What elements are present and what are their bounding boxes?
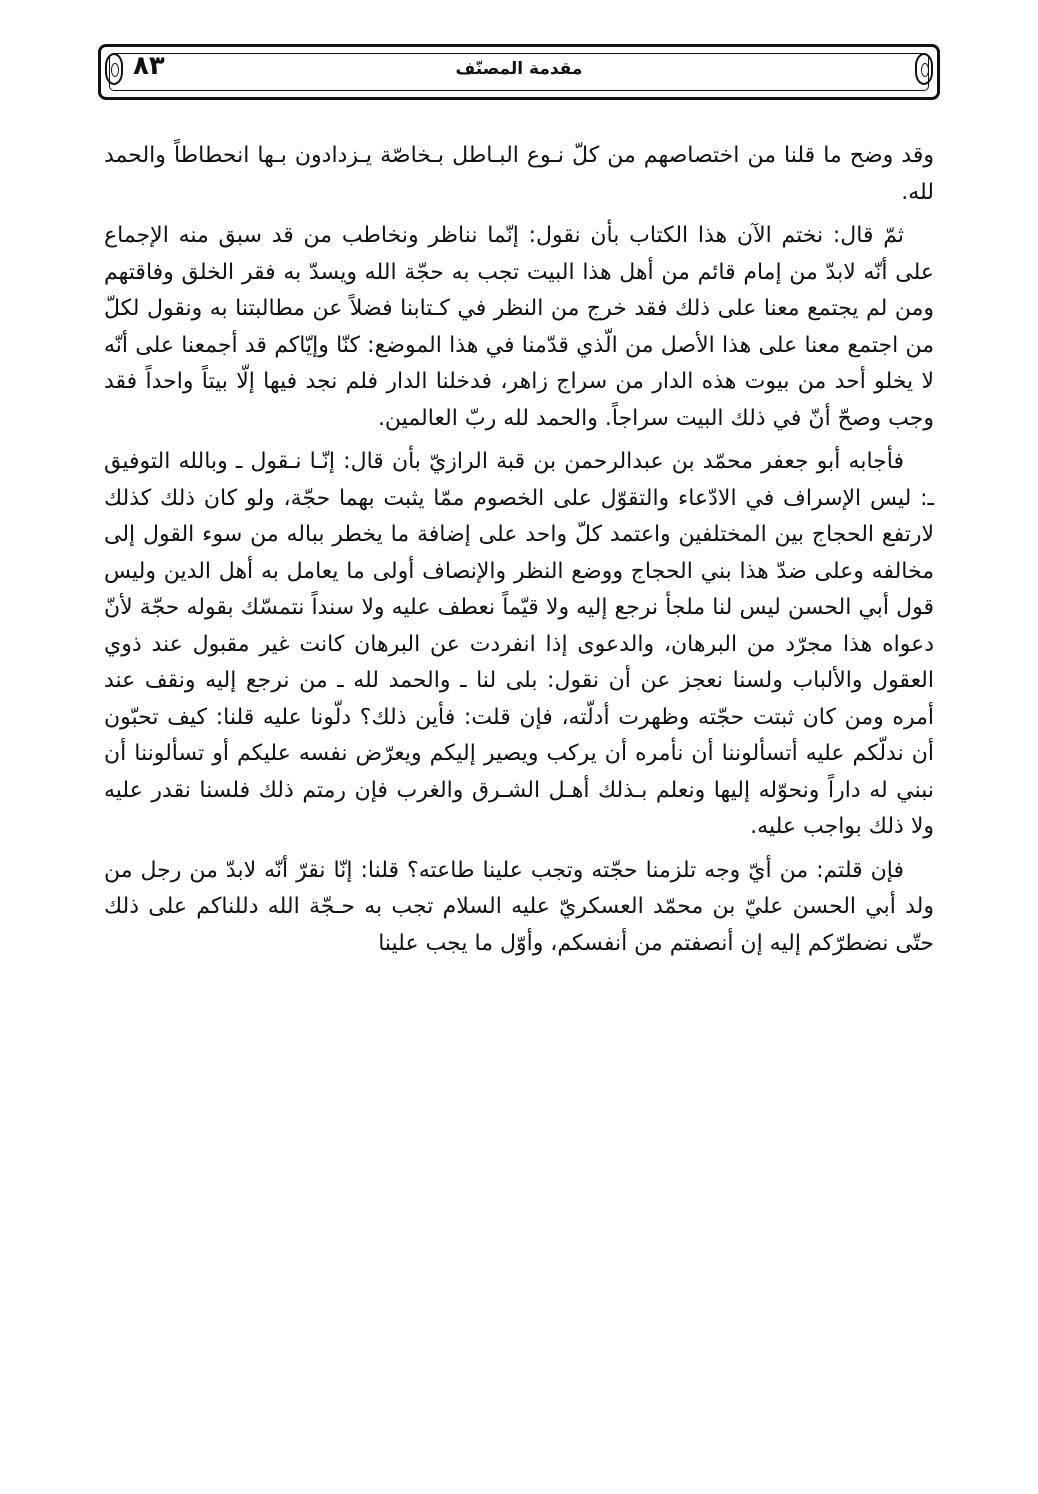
- page-body: [104, 138, 934, 969]
- paragraph: فأجابه أبو جعفر محمّد بن عبدالرحمن بن قبة الرازيّ بأن قال: إنّـا نـقول ـ وبالله التوفيق ـ: ليس الإسراف في الادّعاء والتقوّل على الخصوم ممّا يثبت بهما حجّة، ولو كان ذلك كذلك لارتفع الحجاج بين المختلفين واعتمد كلّ واحد على إضافة ما يخطر بباله من سوء القول إلى مخالفه وعلى ضدّ هذا بني الحجاج ووضع النظر والإنصاف أولى ما يعامل به أهل الدين وليس قول أبي الحسن ليس لنا ملجأ نرجع إليه ولا قيّماً نعطف عليه ولا سنداً نتمسّك بقوله حجّة لأنّ دعواه هذا مجرّد من البرهان، والدعوى إذا انفردت عن البرهان كانت غير مقبول عند ذوي العقول والألباب ولسنا نعجز عن أن نقول: بلى لنا ـ والحمد لله ـ من نرجع إليه ونقف عند أمره ومن كان ثبتت حجّته وظهرت أدلّته، فإن قلت: فأين ذلك؟ دلّونا عليه قلنا: كيف تحبّون أن ندلّكم عليه أتسألوننا أن نأمره أن يركب ويصير إليكم ويعرّض نفسه عليكم أو تسألوننا أن نبني له داراً ونحوّله إليها ونعلم بـذلك أهـل الشـرق والغرب فإن رمتم ذلك فلسنا نقدر عليه ولا ذلك بواجب عليه.: [104, 449, 934, 839]
- paragraph: ثمّ قال: نختم الآن هذا الكتاب بأن نقول: إنّما نناظر ونخاطب من قد سبق منه الإجماع على أنّه لابدّ من إمام قائم من أهل هذا البيت تجب به حجّة الله ويسدّ به فقر الخلق وفاقتهم ومن لم يجتمع معنا على ذلك فقد خرج من النظر في كـتابنا فضلاً عن مطالبتنا به ونقول لكلّ من اجتمع معنا على هذا الأصل من الّذي قدّمنا في هذا الموضع: كنّا وإيّاكم قد أجمعنا على أنّه لا يخلو أحد من بيوت هذه الدار من سراج زاهر، فدخلنا الدار فلم نجد فيها إلّا بيتاً واحداً فقد وجب وصحّ أنّ في ذلك البيت سراجاً. والحمد لله ربّ العالمين.: [104, 223, 934, 431]
- page-header-frame: [98, 44, 940, 100]
- running-title: مقدمة المصنّف: [455, 59, 583, 79]
- page-number: ٨٣: [133, 51, 165, 81]
- paragraph: وقد وضح ما قلنا من اختصاصهم من كلّ نـوع البـاطل بـخاصّة يـزدادون بـها انحطاطاً والحمد لله.: [104, 143, 934, 205]
- paragraph: فإن قلتم: من أيّ وجه تلزمنا حجّته وتجب علينا طاعته؟ قلنا: إنّا نقرّ أنّه لابدّ من رجل من ولد أبي الحسن عليّ بن محمّد العسكريّ عليه السلام تجب به حـجّة الله دللناكم على ذلك حتّى نضطرّكم إليه إن أنصفتم من أنفسكم، وأوّل ما يجب علينا: [104, 857, 934, 956]
